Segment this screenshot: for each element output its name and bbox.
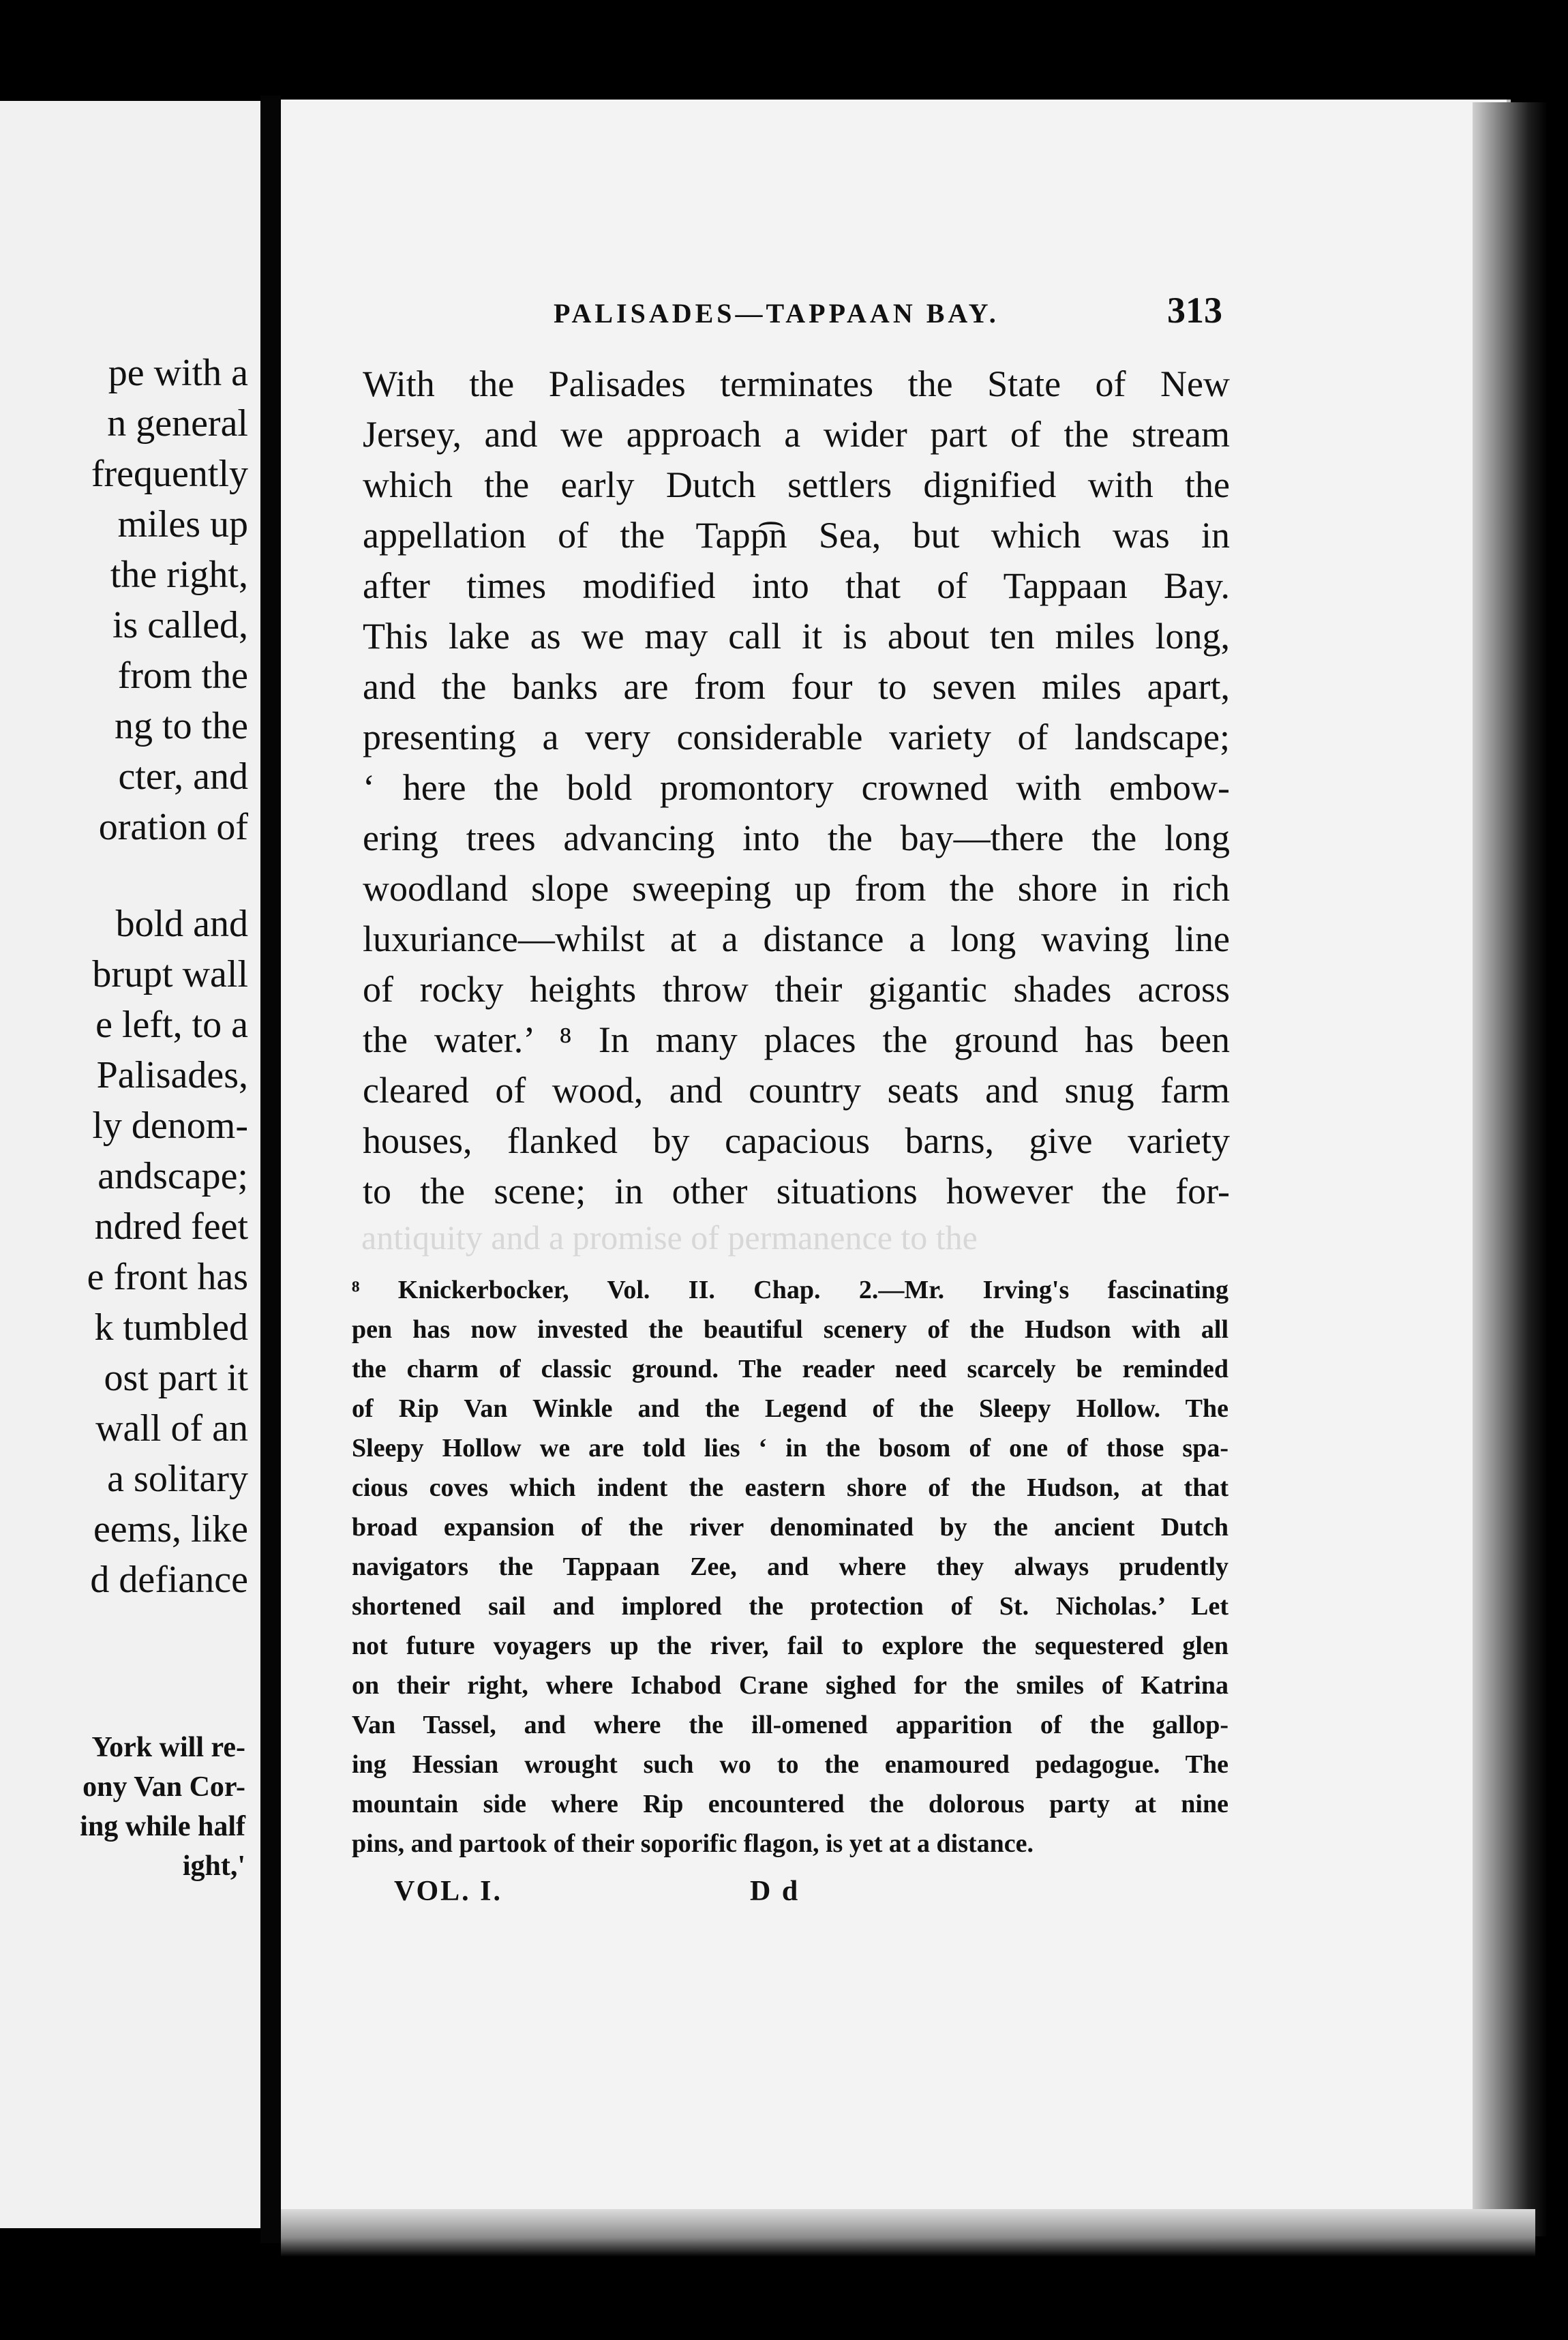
body-text-line: cleared of wood, and country seats and snug farm [363,1070,1230,1111]
page-edge-shadow [1473,102,1548,2236]
footnote-line: navigators the Tappaan Zee, and where they always prudently [352,1552,1228,1581]
body-text-line: appellation of the Tapp͡n Sea, but which was in [363,515,1230,556]
left-text-line: d defiance [90,1559,248,1601]
footnote-line: ⁸ Knickerbocker, Vol. II. Chap. 2.—Mr. Irving's fascinating [352,1276,1228,1304]
body-text-line: of rocky heights throw their gigantic shades across [363,969,1230,1010]
left-text-line: e front has [87,1256,248,1298]
footnote-line: not future voyagers up the river, fail to explore the sequestered glen [352,1632,1228,1660]
left-text-line: pe with a [108,352,248,394]
body-text-line: presenting a very considerable variety of landscape; [363,717,1230,758]
body-text-line: luxuriance—whilst at a distance a long waving line [363,918,1230,959]
body-text-line: houses, flanked by capacious barns, give variety [363,1120,1230,1161]
body-text-line: after times modified into that of Tappaan Bay. [363,565,1230,606]
body-text-line: This lake as we may call it is about ten miles long, [363,616,1230,657]
left-text-line: frequently [91,453,248,495]
footnote-line: Van Tassel, and where the ill-omened apparition of the gallop- [352,1711,1228,1739]
left-text-line: cter, and [118,755,248,798]
body-text-line: which the early Dutch settlers dignified with the [363,464,1230,505]
left-text-line: ost part it [104,1357,248,1399]
body-text-line: the water.’ ⁸ In many places the ground has been [363,1019,1230,1060]
left-text-line: ng to the [115,705,248,747]
left-footnote-line: ony Van Cor- [82,1771,245,1803]
body-text-line: Jersey, and we approach a wider part of the stream [363,414,1230,455]
body-text-line: and the banks are from four to seven miles apart, [363,666,1230,707]
footnote-line: mountain side where Rip encountered the dolorous party at nine [352,1790,1228,1818]
body-text-line: ering trees advancing into the bay—there the long [363,817,1230,858]
left-page-fragment [0,101,260,2228]
footnote-line: ing Hessian wrought such wo to the enamoured pedagogue. The [352,1750,1228,1779]
page-bottom-edge [281,2209,1535,2257]
left-footnote-line: ight,' [182,1850,245,1882]
body-text-line: to the scene; in other situations however the for- [363,1171,1230,1212]
left-text-line: from the [117,655,248,697]
left-text-line: e left, to a [95,1004,248,1046]
body-text-line: With the Palisades terminates the State of New [363,363,1230,404]
left-text-line: eems, like [93,1508,248,1550]
footnote-line: pen has now invested the beautiful scenery of the Hudson with all [352,1315,1228,1344]
body-text-line: ‘ here the bold promontory crowned with embow- [363,767,1230,808]
left-text-line: Palisades, [96,1054,248,1096]
footnote-line: of Rip Van Winkle and the Legend of the Sleepy Hollow. The [352,1394,1228,1423]
body-text-line: woodland slope sweeping up from the shore in rich [363,868,1230,909]
left-footnote-line: ing while half [80,1811,245,1842]
left-text-line: brupt wall [92,953,248,995]
footnote-line: shortened sail and implored the protection of St. Nicholas.’ Let [352,1592,1228,1621]
left-text-line: miles up [117,503,248,545]
footnote-line: Sleepy Hollow we are told lies ‘ in the bosom of one of those spa- [352,1434,1228,1462]
footnote-line: broad expansion of the river denominated by the ancient Dutch [352,1513,1228,1542]
book-gutter [260,95,281,2243]
footnote-line: on their right, where Ichabod Crane sighed for the smiles of Katrina [352,1671,1228,1700]
gathering-signature: D d [750,1876,800,1907]
footnote-line: cious coves which indent the eastern shore of the Hudson, at that [352,1473,1228,1502]
left-text-line: bold and [115,903,248,945]
left-text-line: the right, [110,554,248,596]
left-text-line: ndred feet [94,1205,248,1248]
left-footnote-line: York will re- [91,1732,245,1763]
footnote-line: the charm of classic ground. The reader need scarcely be reminded [352,1355,1228,1383]
page-number: 313 [1167,290,1222,331]
left-text-line: ly denom- [92,1105,248,1147]
volume-signature: VOL. I. [394,1876,503,1907]
left-text-line: andscape; [97,1155,248,1197]
bleed-through-text: antiquity and a promise of permanence to the [361,1218,978,1257]
left-text-line: a solitary [107,1458,248,1500]
left-text-line: k tumbled [94,1306,248,1349]
left-text-line: n general [107,402,248,445]
left-text-line: is called, [112,604,248,646]
running-head: PALISADES—TAPPAAN BAY. [554,298,999,329]
footnote-line: pins, and partook of their soporific flagon, is yet at a distance. [352,1829,1034,1858]
left-text-line: oration of [98,806,248,848]
left-text-line: wall of an [95,1407,248,1450]
